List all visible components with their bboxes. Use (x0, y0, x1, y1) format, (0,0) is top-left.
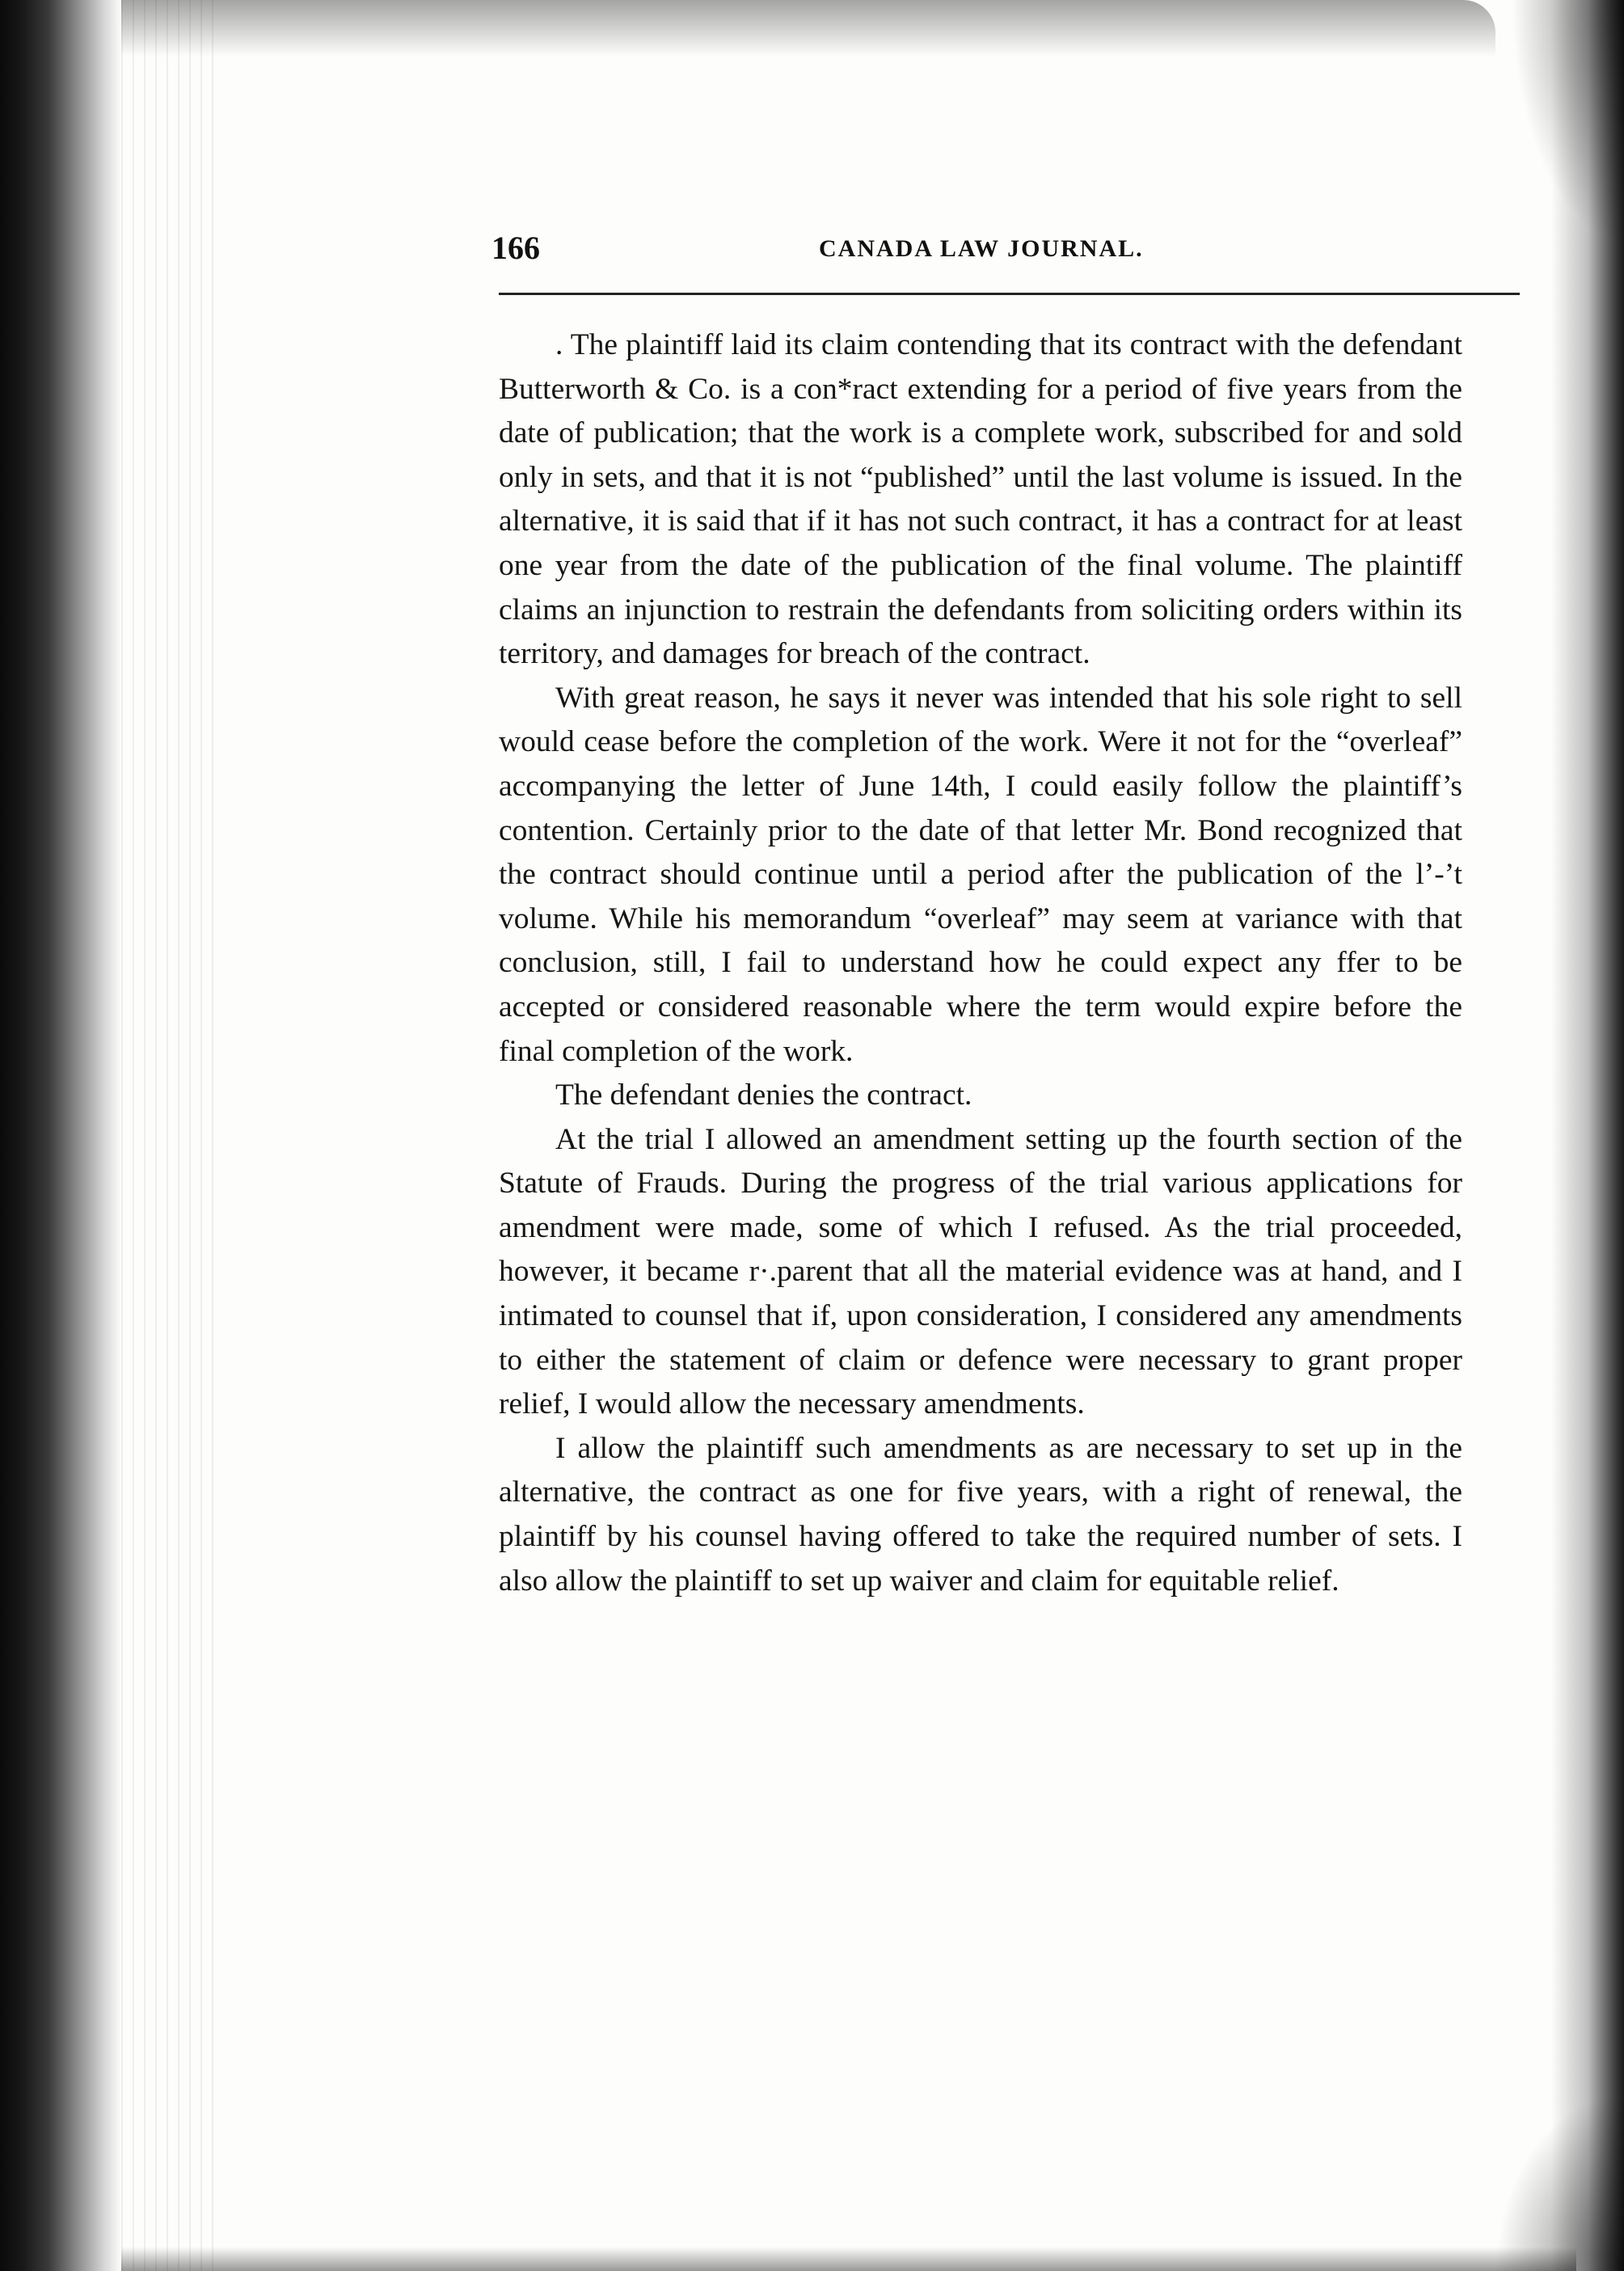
right-edge-shadow (1551, 0, 1624, 2271)
header-rule (499, 293, 1520, 295)
running-head: CANADA LAW JOURNAL. (819, 235, 1144, 262)
top-right-corner-shadow (1511, 0, 1624, 243)
page-header (491, 229, 1518, 269)
paragraph: . The plaintiff laid its claim contending that its contract with the defendant Butterworth & Co. is a con*ract extending for a period of five years from the date of publication; that the work is a complete work, subscribed for and sold only in sets, and that it is not “published” until the last volume is issued. In the alternative, it is said that if it has not such contract, it has a contract for at least one year from the date of the publication of the final volume. The plaintiff claims an injunction to restrain the defendants from soliciting orders within its territory, and damages for breach of the contract. (499, 328, 1462, 671)
body-text (499, 323, 1462, 1603)
paragraph: At the trial I allowed an amendment setting up the fourth section of the Statute of Frauds. During the progress of the trial various applications for amendment were made, some of which I refused. As the trial proceeded, however, it became r·.parent that all the material evidence was at hand, and I intimated to counsel that if, upon consideration, I considered any amendments to either the statement of claim or defence were necessary to grant proper relief, I would allow the necessary amendments. (499, 1122, 1462, 1421)
binding-shadow (0, 0, 121, 2271)
paragraph: I allow the plaintiff such amendments as are necessary to set up in the alternative, the contract as one for five years, with a right of renewal, the plaintiff by his counsel having offered to take the required number of sets. I also allow the plaintiff to set up waiver and claim for equitable relief. (499, 1431, 1462, 1598)
bottom-edge-shadow (121, 2247, 1576, 2271)
paragraph: With great reason, he says it never was intended that his sole right to sell would cease before the completion of the work. Were it not for the “overleaf” accompanying the letter of June 14th, I could easily follow the plaintiff’s contention. Certainly prior to the date of that letter Mr. Bond recognized that the contract should continue until a period after the publication of the l’-’t volume. While his memorandum “overleaf” may seem at variance with that conclusion, still, I fail to understand how he could expect any ffer to be accepted or considered reasonable where the term would expire before the final completion of the work. (499, 681, 1462, 1068)
binding-texture (121, 0, 218, 2271)
top-edge-shadow (121, 0, 1495, 57)
page-number: 166 (491, 230, 540, 266)
bottom-right-corner-shadow (1495, 2093, 1624, 2271)
paragraph: The defendant denies the contract. (555, 1079, 972, 1112)
